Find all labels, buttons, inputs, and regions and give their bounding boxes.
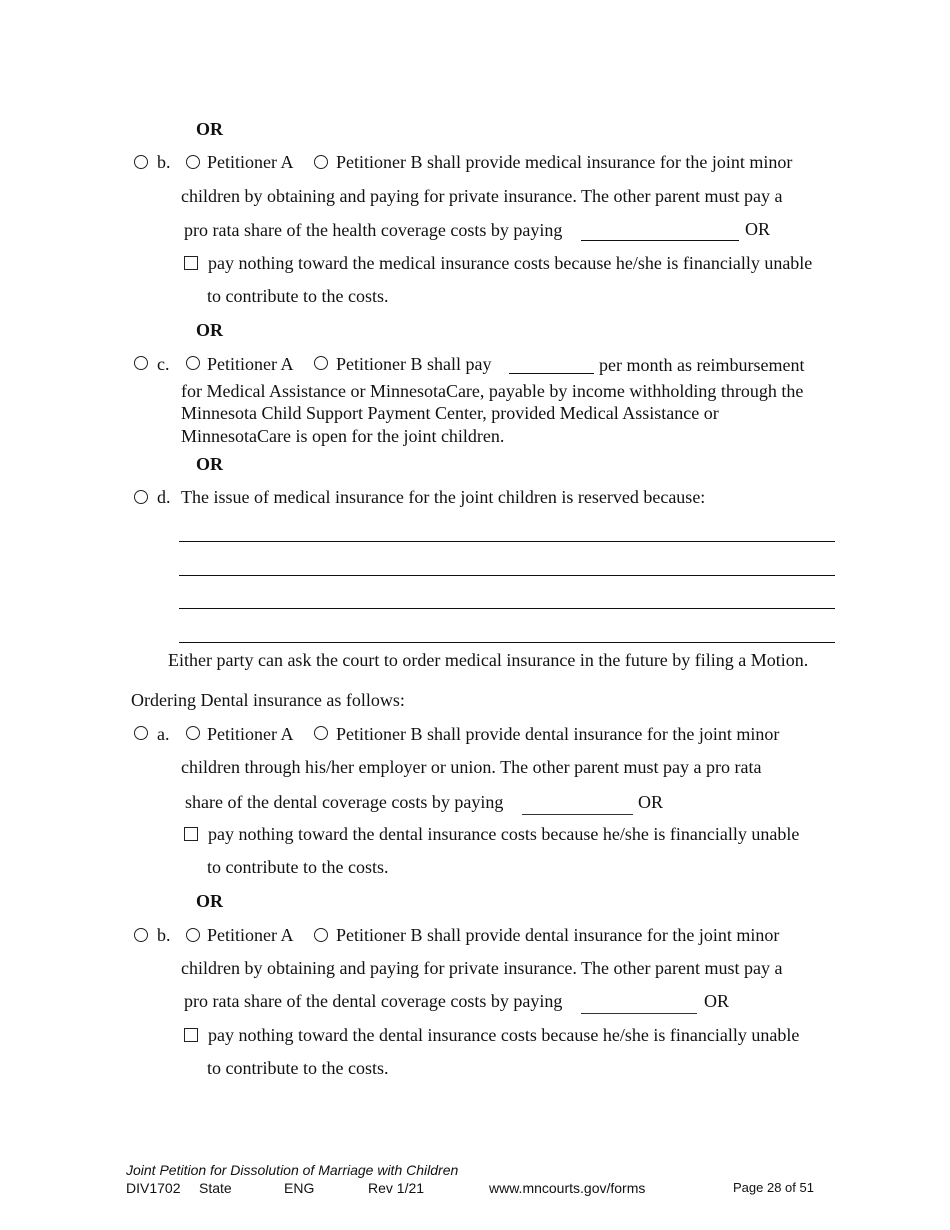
medical-b-amount-field[interactable] [581,240,739,241]
option-text: share of the dental coverage costs by paying [185,792,504,812]
dental-a-pay-nothing-checkbox[interactable] [184,827,198,841]
medical-b-pay-nothing-checkbox[interactable] [184,256,198,270]
footer-language: ENG [284,1180,315,1196]
medical-option-c-radio[interactable] [134,356,148,370]
medical-b-petitioner-a-radio[interactable] [186,155,200,169]
reason-line-3[interactable] [179,608,835,609]
option-text: Petitioner B shall provide medical insurance for the joint minor [336,152,793,172]
option-text: children by obtaining and paying for private insurance. The other parent must pay a [181,186,783,206]
option-text: pay nothing toward the medical insurance costs because he/she is financially unable [208,253,813,273]
or-inline: OR [704,991,730,1011]
option-text: MinnesotaCare is open for the joint children. [181,426,505,446]
option-text: children by obtaining and paying for private insurance. The other parent must pay a [181,958,783,978]
option-text: children through his/her employer or union. The other parent must pay a pro rata [181,757,762,777]
option-text: Petitioner B shall provide dental insurance for the joint minor [336,724,780,744]
dental-b-amount-field[interactable] [581,1013,697,1014]
petitioner-a-label: Petitioner A [207,925,294,945]
option-text: per month as reimbursement [599,355,805,375]
or-separator: OR [196,320,223,340]
footer-form-title: Joint Petition for Dissolution of Marriage with Children [126,1162,459,1178]
option-text: pay nothing toward the dental insurance costs because he/she is financially unable [208,824,800,844]
option-text: Petitioner B shall provide dental insurance for the joint minor [336,925,780,945]
option-text: Minnesota Child Support Payment Center, provided Medical Assistance or [181,403,719,423]
dental-option-b-radio[interactable] [134,928,148,942]
option-text: to contribute to the costs. [207,857,389,877]
dental-heading: Ordering Dental insurance as follows: [131,690,405,710]
dental-b-petitioner-a-radio[interactable] [186,928,200,942]
medical-option-d-radio[interactable] [134,490,148,504]
footer-page-number: Page 28 of 51 [733,1180,814,1195]
option-text: pay nothing toward the dental insurance costs because he/she is financially unable [208,1025,800,1045]
dental-a-amount-field[interactable] [522,814,633,815]
dental-b-pay-nothing-checkbox[interactable] [184,1028,198,1042]
dental-a-petitioner-a-radio[interactable] [186,726,200,740]
medical-c-monthly-amount-field[interactable] [509,373,594,374]
medical-motion-note: Either party can ask the court to order medical insurance in the future by filing a Motion. [168,650,809,670]
or-separator: OR [196,454,223,474]
option-text: pro rata share of the dental coverage costs by paying [184,991,563,1011]
option-text: Petitioner B shall pay [336,354,492,374]
option-letter: d. [157,487,171,507]
option-letter: a. [157,724,170,744]
or-inline: OR [745,219,771,239]
option-text: for Medical Assistance or MinnesotaCare, payable by income withholding through the [181,381,804,401]
or-inline: OR [638,792,664,812]
reason-line-1[interactable] [179,541,835,542]
reason-line-4[interactable] [179,642,835,643]
option-text: pro rata share of the health coverage costs by paying [184,220,563,240]
petitioner-a-label: Petitioner A [207,354,294,374]
medical-b-petitioner-b-radio[interactable] [314,155,328,169]
or-separator: OR [196,891,223,911]
medical-c-petitioner-a-radio[interactable] [186,356,200,370]
footer-revision: Rev 1/21 [368,1180,425,1196]
or-separator: OR [196,119,223,139]
dental-a-petitioner-b-radio[interactable] [314,726,328,740]
footer-url: www.mncourts.gov/forms [489,1180,646,1196]
footer-jurisdiction: State [199,1180,232,1196]
medical-c-petitioner-b-radio[interactable] [314,356,328,370]
footer-form-id: DIV1702 [126,1180,181,1196]
option-letter: c. [157,354,170,374]
option-text: The issue of medical insurance for the joint children is reserved because: [181,487,706,507]
option-text: to contribute to the costs. [207,286,389,306]
dental-b-petitioner-b-radio[interactable] [314,928,328,942]
option-letter: b. [157,152,171,172]
medical-option-b-radio[interactable] [134,155,148,169]
option-letter: b. [157,925,171,945]
petitioner-a-label: Petitioner A [207,724,294,744]
petitioner-a-label: Petitioner A [207,152,294,172]
dental-option-a-radio[interactable] [134,726,148,740]
option-text: to contribute to the costs. [207,1058,389,1078]
reason-line-2[interactable] [179,575,835,576]
